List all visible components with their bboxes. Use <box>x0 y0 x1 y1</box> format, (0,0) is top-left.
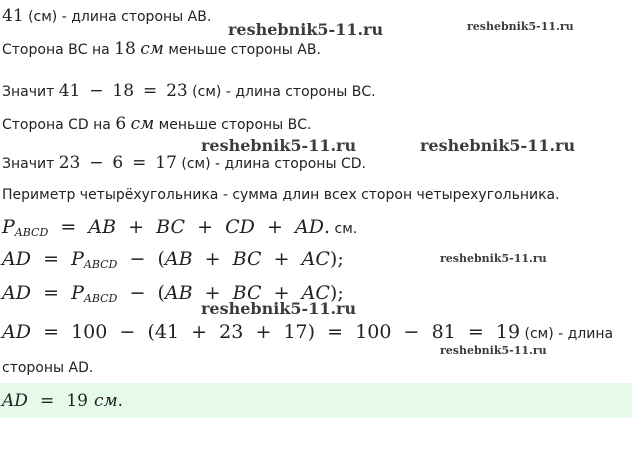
text: Периметр четырёхугольника - сумма длин всех сторон четырехугольника. <box>2 187 560 203</box>
operator: + <box>204 282 221 304</box>
number: 100 <box>71 321 108 343</box>
variable: AD <box>295 216 324 238</box>
watermark: reshebnik5-11.ru <box>201 299 357 318</box>
line-11 <box>2 360 93 376</box>
number: 23 <box>58 153 81 173</box>
number: 81 <box>431 321 456 343</box>
variable: AB <box>88 216 117 238</box>
operator: = <box>43 321 59 343</box>
number: 41 <box>2 6 24 26</box>
number: 6 <box>112 153 124 173</box>
number: 19 <box>66 391 88 411</box>
operator: = <box>467 321 484 343</box>
answer-content <box>2 389 123 411</box>
operator: = <box>132 153 147 173</box>
line-2 <box>2 39 321 59</box>
unit: см <box>130 114 155 134</box>
number: 18 <box>112 81 135 101</box>
watermark: reshebnik5-11.ru <box>467 20 574 33</box>
text: (см) - длина <box>520 326 614 342</box>
operator: + <box>273 282 290 304</box>
paren: ( <box>147 321 155 343</box>
line-3 <box>2 81 376 101</box>
operator: = <box>142 81 158 101</box>
unit: см <box>140 39 164 59</box>
watermark: reshebnik5-11.ru <box>440 344 547 357</box>
text: (см) - длина стороны CD. <box>176 156 366 172</box>
number: 41 <box>154 321 180 343</box>
operator: + <box>204 248 221 270</box>
variable: P <box>71 282 84 304</box>
operator: − <box>129 282 146 304</box>
number: 6 <box>115 114 127 134</box>
variable: CD <box>225 216 255 238</box>
operator: + <box>273 248 290 270</box>
operator: − <box>129 248 146 270</box>
operator: = <box>43 282 59 304</box>
variable: AD <box>2 391 28 411</box>
text: Сторона ВС на <box>2 42 115 58</box>
operator: − <box>89 81 104 101</box>
variable: BC <box>232 282 262 304</box>
operator: = <box>43 248 59 270</box>
number: 100 <box>355 321 392 343</box>
operator: + <box>255 321 272 343</box>
line-5 <box>2 153 366 173</box>
subscript: ABCD <box>83 292 118 305</box>
variable: BC <box>232 248 262 270</box>
number: 17 <box>283 321 308 343</box>
punctuation: . <box>117 391 124 411</box>
text: Сторона CD на <box>2 117 116 133</box>
line-8 <box>2 248 344 270</box>
punctuation: . <box>324 216 331 238</box>
operator: = <box>60 216 77 238</box>
operator: − <box>89 153 104 173</box>
operator: + <box>267 216 283 238</box>
operator: − <box>119 321 136 343</box>
text: Значит <box>2 156 59 172</box>
variable: AD <box>2 321 31 343</box>
number: 17 <box>155 153 177 173</box>
number: 18 <box>114 39 136 59</box>
paren: ( <box>157 282 165 304</box>
paren: ( <box>157 248 165 270</box>
paren: ); <box>329 248 344 270</box>
variable: AC <box>301 248 330 270</box>
paren: ) <box>307 321 316 343</box>
operator: = <box>40 391 55 411</box>
number: 19 <box>495 321 521 343</box>
operator: = <box>327 321 344 343</box>
line-7 <box>2 216 357 238</box>
number: 23 <box>166 81 188 101</box>
watermark: reshebnik5-11.ru <box>420 136 576 155</box>
text: стороны AD. <box>2 360 94 376</box>
number: 23 <box>219 321 244 343</box>
unit: см <box>94 391 118 411</box>
subscript: ABCD <box>83 258 118 271</box>
variable: AB <box>164 248 193 270</box>
variable: P <box>71 248 84 270</box>
line-10 <box>2 321 613 343</box>
variable: AB <box>164 282 193 304</box>
variable: AC <box>301 282 330 304</box>
text: (см) - длина стороны АВ. <box>23 9 212 25</box>
variable: BC <box>156 216 186 238</box>
variable: P <box>2 216 15 238</box>
number: 41 <box>58 81 81 101</box>
text: меньше стороны ВС. <box>154 117 312 133</box>
operator: + <box>191 321 208 343</box>
line-4 <box>2 114 312 134</box>
operator: − <box>403 321 420 343</box>
operator: + <box>128 216 145 238</box>
text: меньше стороны АВ. <box>163 42 321 58</box>
watermark: reshebnik5-11.ru <box>440 252 547 265</box>
text: (см) - длина стороны ВС. <box>187 84 376 100</box>
watermark: reshebnik5-11.ru <box>228 20 384 39</box>
paren: ); <box>329 282 344 304</box>
operator: + <box>197 216 214 238</box>
line-6 <box>2 187 560 203</box>
line-1 <box>2 6 211 26</box>
text: Значит <box>2 84 59 100</box>
answer-box <box>0 383 632 418</box>
variable: AD <box>2 248 31 270</box>
subscript: ABCD <box>14 226 49 239</box>
variable: AD <box>2 282 31 304</box>
text: см. <box>330 221 358 237</box>
watermark: reshebnik5-11.ru <box>201 136 357 155</box>
